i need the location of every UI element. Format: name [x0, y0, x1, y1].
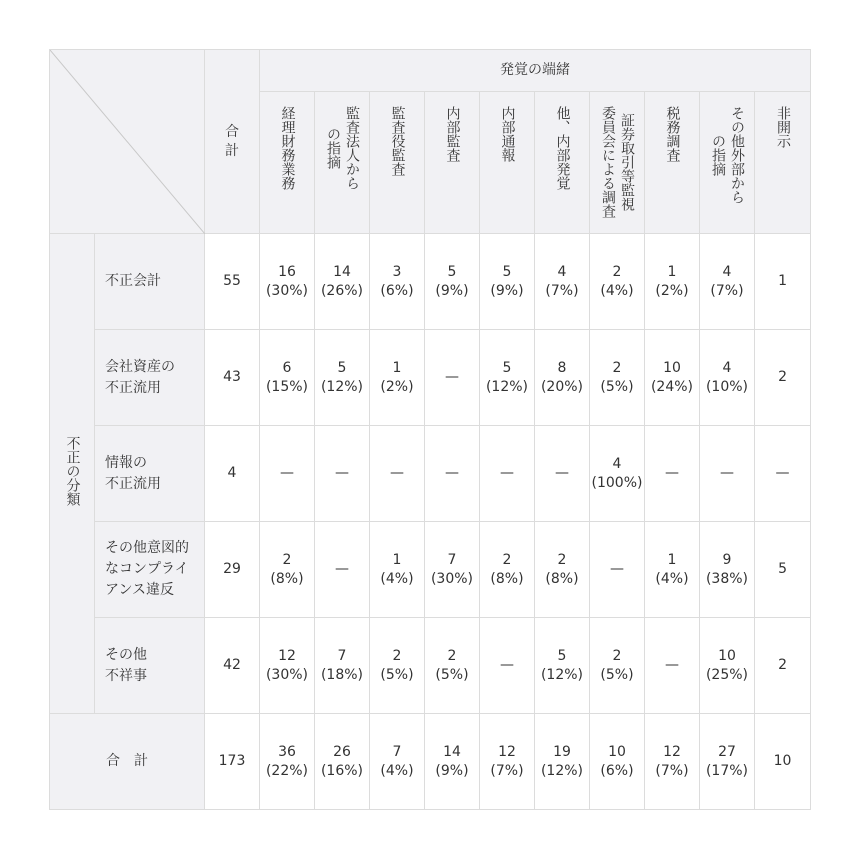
- table-cell: 36 (22%): [260, 714, 315, 810]
- row-label: 不正会計: [95, 234, 205, 330]
- table-cell: 14 (9%): [425, 714, 480, 810]
- fraud-detection-table: [49, 49, 811, 810]
- table-cell: —: [315, 426, 370, 522]
- table-cell: 5 (12%): [315, 330, 370, 426]
- table-cell: 12 (7%): [480, 714, 535, 810]
- column-header: 他、内部発覚: [535, 92, 590, 234]
- category-label: 不正の分類: [64, 435, 81, 506]
- table-cell: 5 (12%): [480, 330, 535, 426]
- row-total: 55: [205, 234, 260, 330]
- table-cell: 2 (8%): [480, 522, 535, 618]
- table-cell: 10 (25%): [700, 618, 755, 714]
- table-cell: 7 (30%): [425, 522, 480, 618]
- table-cell: —: [645, 618, 700, 714]
- table-cell: 6 (15%): [260, 330, 315, 426]
- table-cell: 2 (4%): [590, 234, 645, 330]
- table-cell: 1: [755, 234, 811, 330]
- table-cell: 14 (26%): [315, 234, 370, 330]
- table-cell: 2 (8%): [535, 522, 590, 618]
- table-cell: 7 (18%): [315, 618, 370, 714]
- table-cell: —: [480, 426, 535, 522]
- table-cell: 26 (16%): [315, 714, 370, 810]
- table-cell: —: [370, 426, 425, 522]
- row-total: 43: [205, 330, 260, 426]
- corner-cell: [50, 50, 205, 234]
- table-cell: —: [700, 426, 755, 522]
- column-header: その他外部から の指摘: [700, 92, 755, 234]
- table-row: [50, 234, 811, 330]
- table-cell: —: [480, 618, 535, 714]
- table-cell: 9 (38%): [700, 522, 755, 618]
- table-cell: —: [590, 522, 645, 618]
- row-total: 4: [205, 426, 260, 522]
- row-total: 42: [205, 618, 260, 714]
- table-row: [50, 522, 811, 618]
- table-cell: 2 (5%): [590, 330, 645, 426]
- table-cell: 4 (7%): [535, 234, 590, 330]
- table-cell: 16 (30%): [260, 234, 315, 330]
- table-cell: 12 (30%): [260, 618, 315, 714]
- table-cell: 5: [755, 522, 811, 618]
- diagonal-line: [50, 50, 205, 234]
- grand-total: 173: [205, 714, 260, 810]
- table-cell: 10 (24%): [645, 330, 700, 426]
- table-cell: 12 (7%): [645, 714, 700, 810]
- category-label-cell: [50, 234, 95, 714]
- table-row: [50, 426, 811, 522]
- table-cell: 2: [755, 330, 811, 426]
- table-cell: 1 (4%): [645, 522, 700, 618]
- column-header: 監査役監査: [370, 92, 425, 234]
- table-row: [50, 330, 811, 426]
- table-cell: 7 (4%): [370, 714, 425, 810]
- detection-header-label: 発覚の端緒: [500, 62, 571, 78]
- column-header: 経理財務業務: [260, 92, 315, 234]
- table-cell: 1 (2%): [370, 330, 425, 426]
- detection-header: [260, 50, 811, 92]
- row-label: その他意図的 なコンプライ アンス違反: [95, 522, 205, 618]
- total-header-label: 合 計: [225, 123, 239, 159]
- table-cell: 4 (100%): [590, 426, 645, 522]
- table-cell: 10 (6%): [590, 714, 645, 810]
- row-label: その他 不祥事: [95, 618, 205, 714]
- table-cell: 27 (17%): [700, 714, 755, 810]
- table-cell: 10: [755, 714, 811, 810]
- table-cell: 5 (9%): [480, 234, 535, 330]
- column-header: 内部通報: [480, 92, 535, 234]
- totals-row: [50, 714, 811, 810]
- table-cell: 8 (20%): [535, 330, 590, 426]
- table-cell: —: [260, 426, 315, 522]
- column-header: 税務調査: [645, 92, 700, 234]
- table-cell: —: [755, 426, 811, 522]
- row-label: 情報の 不正流用: [95, 426, 205, 522]
- column-header: 証券取引等監視 委員会による調査: [590, 92, 645, 234]
- table-cell: 1 (2%): [645, 234, 700, 330]
- row-total: 29: [205, 522, 260, 618]
- table-cell: 4 (10%): [700, 330, 755, 426]
- table-cell: 19 (12%): [535, 714, 590, 810]
- table-cell: 3 (6%): [370, 234, 425, 330]
- total-column-header: [205, 50, 260, 234]
- table-row: [50, 618, 811, 714]
- table-cell: 2: [755, 618, 811, 714]
- table-cell: 5 (12%): [535, 618, 590, 714]
- table-cell: 2 (5%): [590, 618, 645, 714]
- table-cell: —: [315, 522, 370, 618]
- table-cell: 2 (5%): [425, 618, 480, 714]
- column-header: 監査法人から の指摘: [315, 92, 370, 234]
- table-cell: 2 (8%): [260, 522, 315, 618]
- table-cell: 5 (9%): [425, 234, 480, 330]
- table-cell: —: [425, 426, 480, 522]
- table-cell: —: [535, 426, 590, 522]
- column-header: 内部監査: [425, 92, 480, 234]
- column-header: 非開示: [755, 92, 811, 234]
- table-cell: 1 (4%): [370, 522, 425, 618]
- table-cell: —: [645, 426, 700, 522]
- totals-label: 合 計: [50, 714, 205, 810]
- row-label: 会社資産の 不正流用: [95, 330, 205, 426]
- table-cell: 2 (5%): [370, 618, 425, 714]
- table-cell: —: [425, 330, 480, 426]
- table-cell: 4 (7%): [700, 234, 755, 330]
